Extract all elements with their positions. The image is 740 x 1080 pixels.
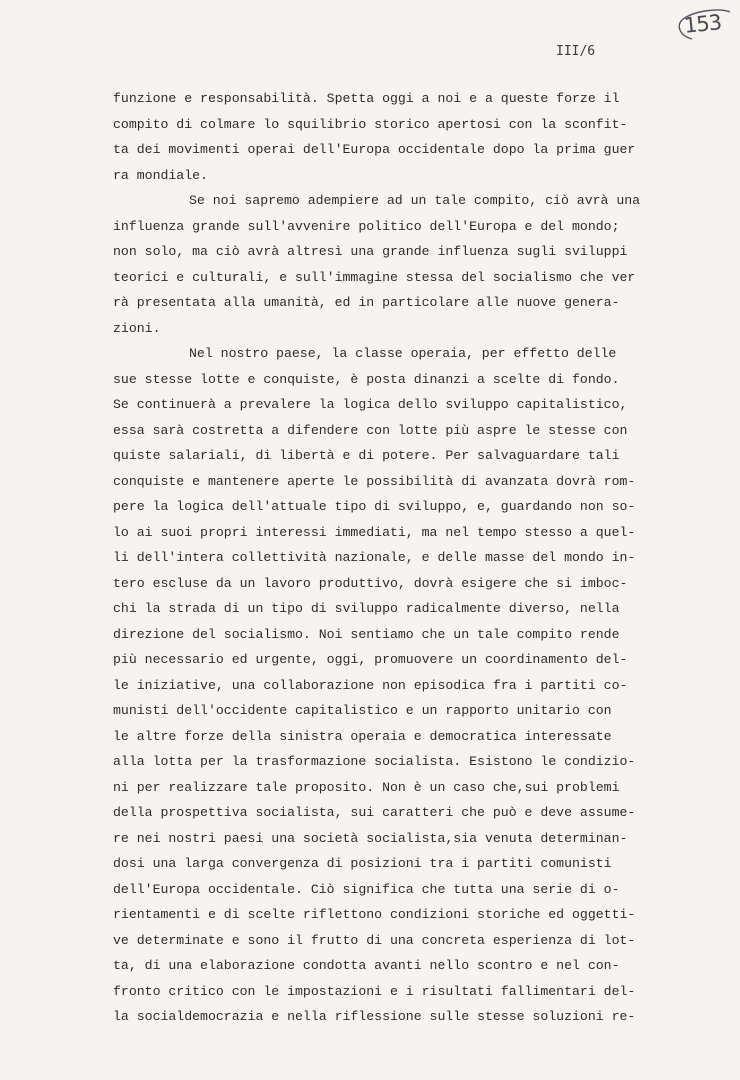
text-line: della prospettiva socialista, sui caratteri che può e deve assume-: [113, 805, 636, 820]
text-line: rà presentata alla umanità, ed in particolare alle nuove genera-: [113, 295, 620, 310]
text-line: compito di colmare lo squilibrio storico apertosi con la sconfit-: [113, 116, 628, 132]
text-line: Se continuerà a prevalere la logica dello sviluppo capitalistico,: [113, 397, 628, 412]
text-line: funzione e responsabilità. Spetta oggi a noi e a queste forze il: [113, 91, 620, 106]
text-line: le iniziative, una collaborazione non episodica fra i partiti co-: [113, 677, 628, 693]
text-line: ta dei movimenti operai dell'Europa occidentale dopo la prima guer: [113, 142, 636, 157]
text-line: ra mondiale.: [113, 167, 208, 183]
typed-body-text: [113, 86, 703, 1030]
text-line: Nel nostro paese, la classe operaia, per effetto delle: [189, 346, 617, 361]
page-reference: III/6: [556, 44, 596, 59]
text-line: alla lotta per la trasformazione socialista. Esistono le condizio-: [113, 754, 636, 769]
text-line: dosi una larga convergenza di posizioni tra i partiti comunisti: [113, 856, 612, 871]
text-line: influenza grande sull'avvenire politico dell'Europa e del mondo;: [113, 218, 620, 234]
text-line: direzione del socialismo. Noi sentiamo che un tale compito rende: [113, 626, 620, 642]
text-line: quiste salariali, di libertà e di potere. Per salvaguardare tali: [113, 448, 620, 463]
text-line: zioni.: [113, 320, 161, 336]
text-line: lo ai suoi propri interessi immediati, ma nel tempo stesso a quel-: [113, 524, 636, 540]
text-line: non solo, ma ciò avrà altresì una grande influenza sugli sviluppi: [113, 244, 628, 259]
text-line: rientamenti e di scelte riflettono condizioni storiche ed oggetti-: [113, 907, 636, 922]
text-line: la socialdemocrazia e nella riflessione sulle stesse soluzioni re-: [113, 1009, 636, 1024]
text-line: Se noi sapremo adempiere ad un tale compito, ciò avrà una: [189, 193, 641, 208]
text-line: ve determinate e sono il frutto di una concreta esperienza di lot-: [113, 932, 636, 948]
text-line: pere la logica dell'attuale tipo di sviluppo, e, guardando non so-: [113, 499, 636, 514]
text-line: re nei nostri paesi una società socialista,sia venuta determinan-: [113, 830, 628, 846]
text-line: dell'Europa occidentale. Ciò significa che tutta una serie di o-: [113, 881, 620, 897]
text-line: munisti dell'occidente capitalistico e un rapporto unitario con: [113, 703, 612, 718]
text-line: più necessario ed urgente, oggi, promuovere un coordinamento del-: [113, 652, 628, 667]
text-line: chi la strada di un tipo di sviluppo radicalmente diverso, nella: [113, 601, 620, 616]
handwritten-page-number: 153: [682, 10, 723, 38]
text-line: le altre forze della sinistra operaia e democratica interessate: [113, 728, 612, 744]
text-line: conquiste e mantenere aperte le possibilità di avanzata dovrà rom-: [113, 473, 636, 489]
text-line: teorici e culturali, e sull'immagine stessa del socialismo che ver: [113, 269, 636, 285]
text-line: ni per realizzare tale proposito. Non è un caso che,sui problemi: [113, 779, 620, 795]
text-line: fronto critico con le impostazioni e i risultati fallimentari del-: [113, 983, 636, 999]
text-line: essa sarà costretta a difendere con lotte più aspre le stesse con: [113, 422, 628, 438]
text-line: li dell'intera collettività nazionale, e delle masse del mondo in-: [113, 550, 636, 565]
text-line: sue stesse lotte e conquiste, è posta dinanzi a scelte di fondo.: [113, 371, 620, 387]
text-line: ta, di una elaborazione condotta avanti nello scontro e nel con-: [113, 958, 620, 973]
text-line: tero escluse da un lavoro produttivo, dovrà esigere che si imboc-: [113, 575, 628, 591]
